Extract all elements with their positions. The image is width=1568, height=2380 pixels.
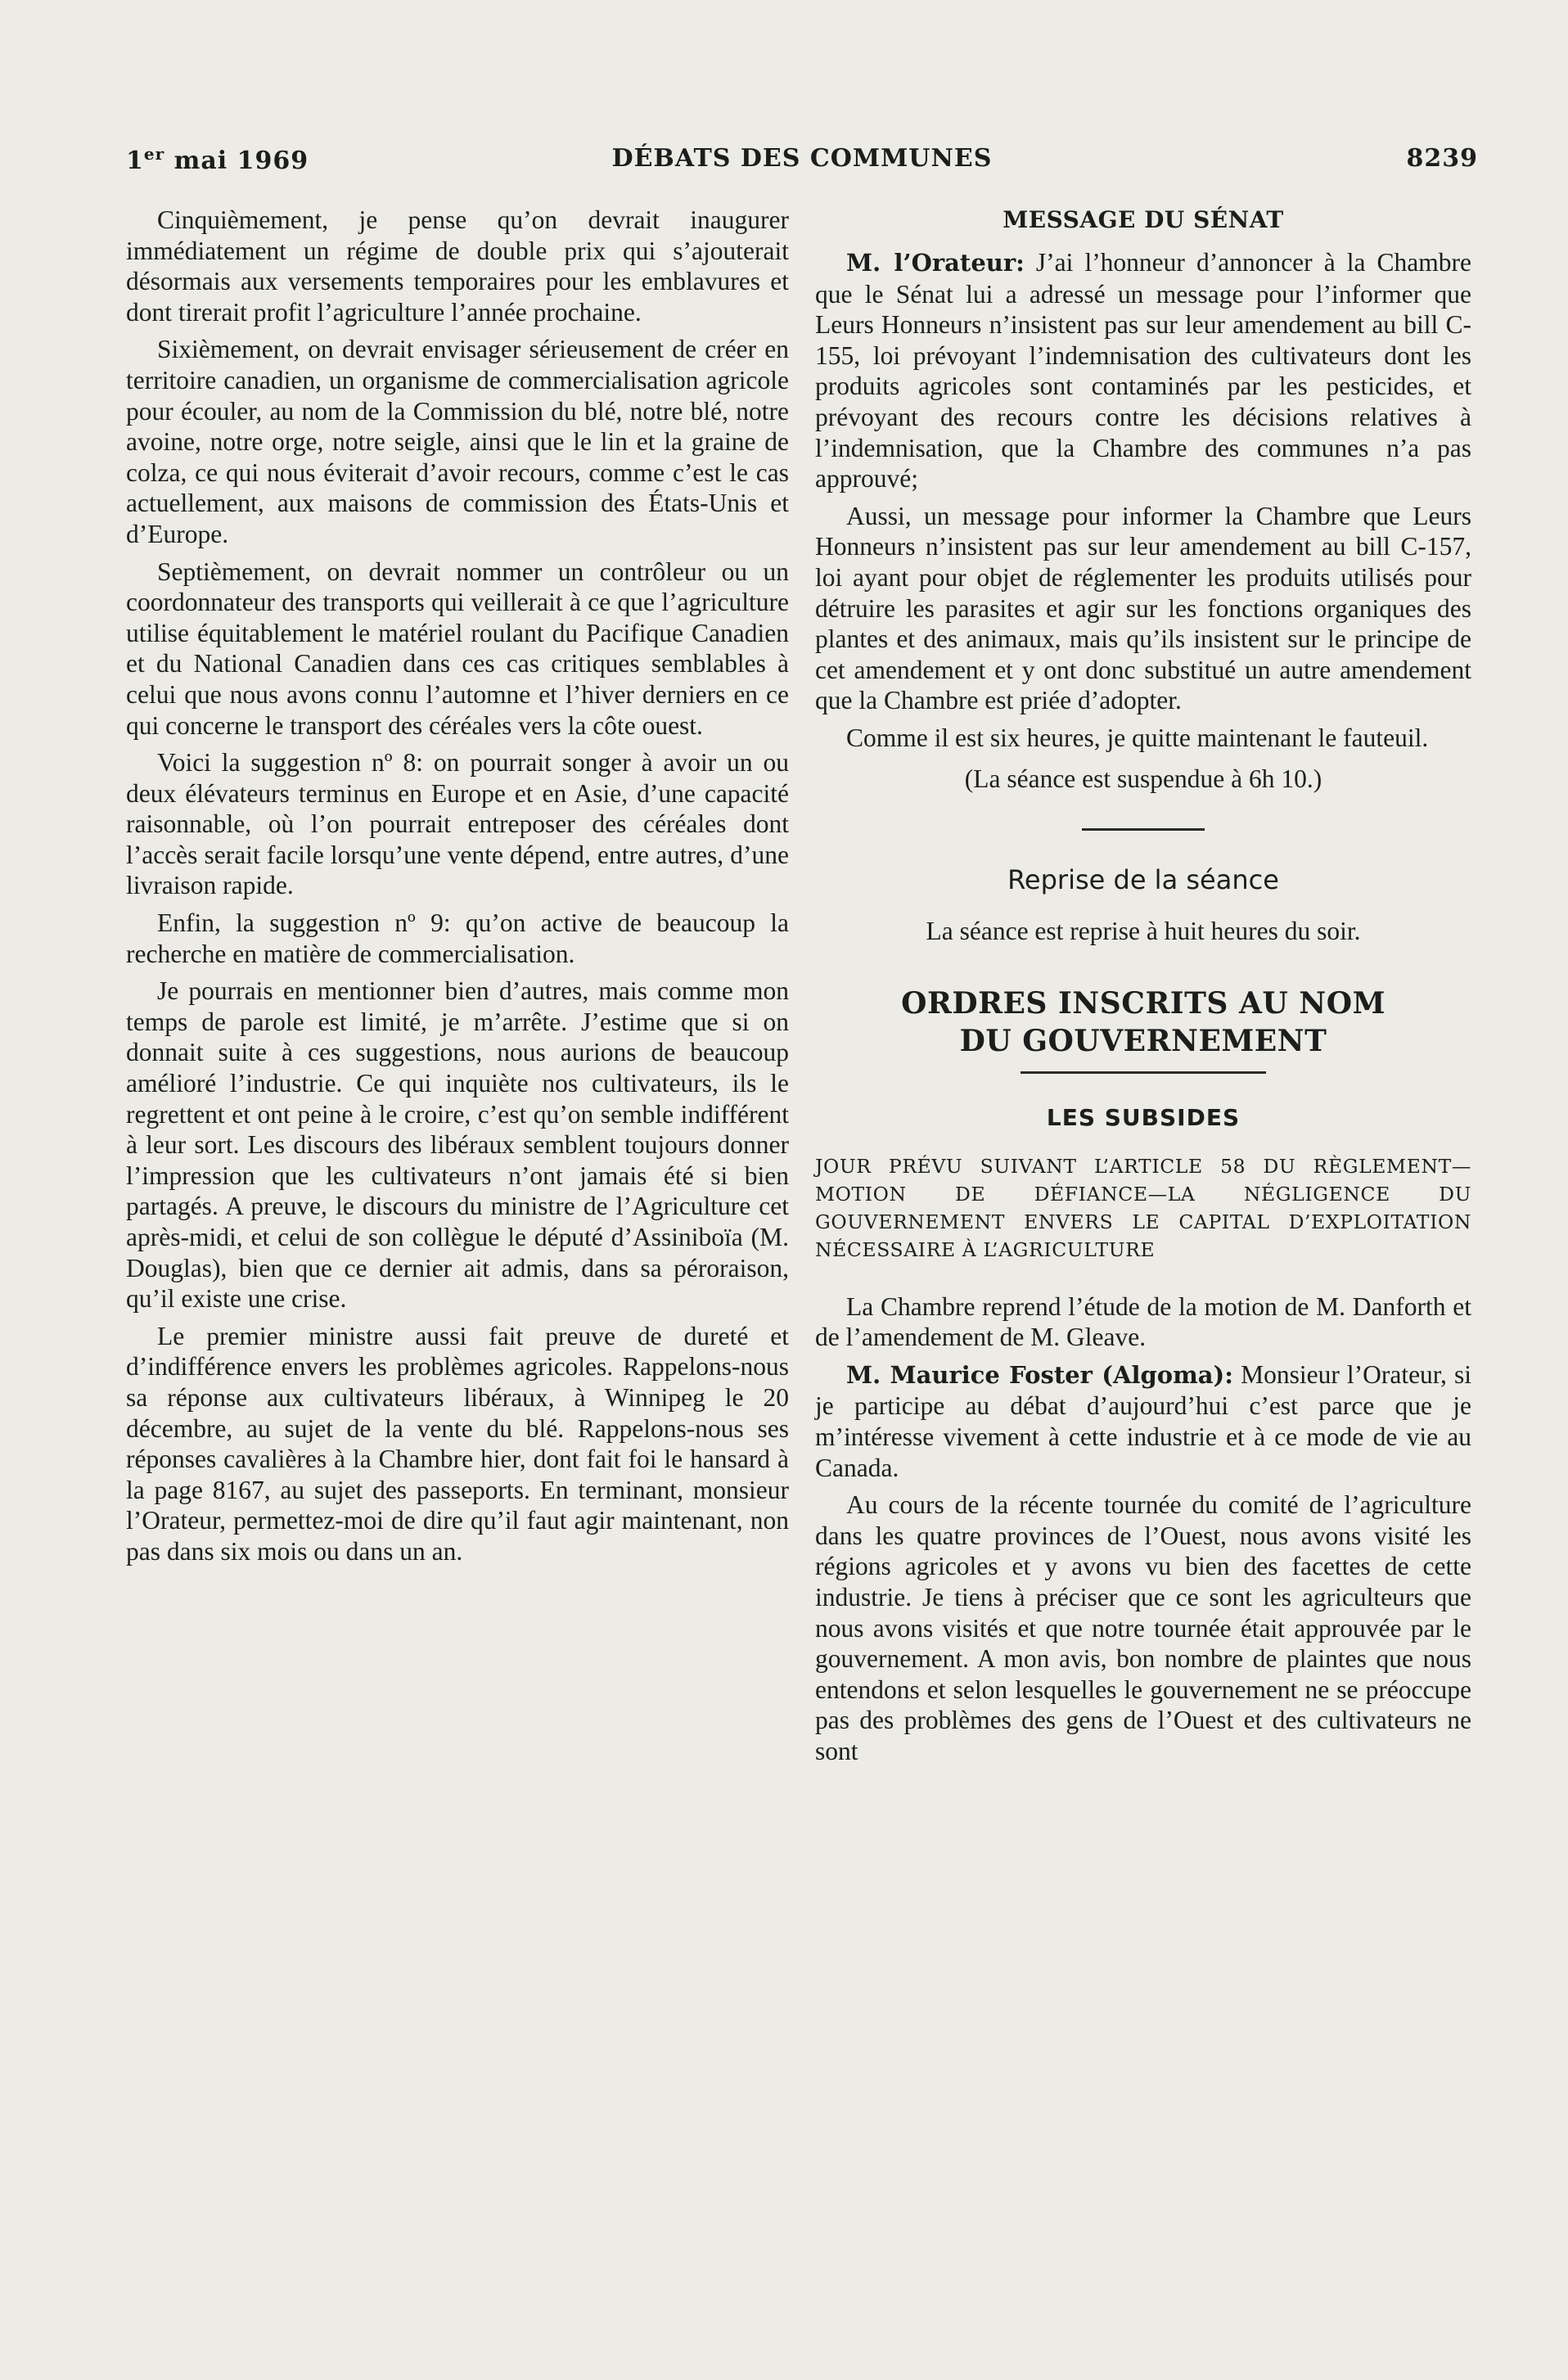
divider-rule [1082, 828, 1205, 831]
paragraph: La Chambre reprend l’étude de la motion de M. Danforth et de l’amendement de M. Gleave. [815, 1291, 1471, 1352]
heading-underline [1021, 1071, 1266, 1074]
paragraph: M. Maurice Foster (Algoma): Monsieur l’Orateur, si je participe au débat d’aujourd’hui c’est parce que je m’intéresse vivement à cette industrie et à ce mode de vie au Canada. [815, 1359, 1471, 1482]
paragraph: Comme il est six heures, je quitte maintenant le fauteuil. [846, 723, 1429, 752]
running-header [126, 144, 1478, 177]
section-heading-message: MESSAGE DU SÉNAT [1003, 206, 1284, 233]
section-heading-reprise: Reprise de la séance [1007, 864, 1279, 896]
paragraph: Voici la suggestion nº 8: on pourrait songer à avoir un ou deux élévateurs terminus en Europe et en Asie, d’une capacité raisonnable, où l’on pourrait entreposer des céréales dont l’accès serait facile lorsqu’une vente dépend, entre autres, d’une livraison rapide. [126, 748, 789, 900]
paragraph: M. l’Orateur: J’ai l’honneur d’annoncer à la Chambre que le Sénat lui a adressé un message pour l’informer que Leurs Honneurs n’insistent pas sur leur amendement au bill C-155, loi prévoyant l’indemnisation des cultivateurs dont les produits agricoles sont contaminés par les pesticides, et prévoyant des recours contre les décisions relatives à l’indemnisation, que la Chambre des communes n’a pas approuvé; [815, 248, 1472, 494]
header-page-number: 8239 [1406, 144, 1478, 173]
paragraph: Aussi, un message pour informer la Chambre que Leurs Honneurs n’insistent pas sur leur amendement au bill C-157, loi ayant pour objet de réglementer les produits utilisés pour détruire les parasites et agir sur les fonctions organiques des plantes et des animaux, mais qu’ils insistent sur le principe de cet amendement et y ont donc substitué un autre amendement que la Chambre est priée d’adopter. [815, 501, 1471, 715]
paragraph: Septièmement, on devrait nommer un contrôleur ou un coordonnateur des transports qui veillerait à ce que l’agriculture utilise équitablement le matériel roulant du Pacifique Canadien et du National Canadien dans ces cas critiques semblables à celui que nous avons connu l’automne et l’hiver derniers en ce qui concerne le transport des céréales vers la côte ouest. [126, 557, 789, 740]
header-date: 1er mai 1969 [126, 144, 309, 175]
paragraph: Enfin, la suggestion nº 9: qu’on active de beaucoup la recherche en matière de commercialisation. [126, 908, 789, 968]
reprise-note: La séance est reprise à huit heures du soir. [926, 917, 1361, 946]
paragraph: Sixièmement, on devrait envisager sérieusement de créer en territoire canadien, un organisme de commercialisation agricole pour écouler, au nom de la Commission du blé, notre blé, notre avoine, notre orge, notre seigle, ainsi que le lin et la graine de colza, ce qui nous éviterait d’avoir recours, comme c’est le cas actuellement, aux maisons de commission des États-Unis et d’Europe. [126, 335, 789, 548]
paragraph: Je pourrais en mentionner bien d’autres, mais comme mon temps de parole est limité, je m’arrête. J’estime que si on donnait suite à ces suggestions, nous aurions de beaucoup amélioré l’industrie. Ce qui inquiète nos cultivateurs, ils le regrettent et ont peine à le croire, c’est qu’on semble indifférent à leur sort. Les discours des libéraux semblent toujours donner l’impression que les cultivateurs n’ont jamais été si bien partagés. A preuve, le discours du ministre de l’Agriculture cet après-midi, et celui de son collègue le député d’Assiniboïa (M. Douglas), bien que ce dernier ait admis, dans sa péroraison, qu’il existe une crise. [126, 976, 789, 1314]
paragraph: Au cours de la récente tournée du comité de l’agriculture dans les quatre provinces de l’Ouest, nous avons visité les régions agricoles et y avons vu bien des facettes de cette industrie. Je tiens à préciser que ce sont les agriculteurs que nous avons visités et que notre tournée était approuvée par le gouvernement. A mon avis, bon nombre de plaintes que nous entendons et selon lesquelles le gouvernement ne se préoccupe pas des problèmes des gens de l’Ouest et des cultivateurs ne sont [815, 1490, 1471, 1765]
suspension-note: (La séance est suspendue à 6h 10.) [964, 764, 1322, 793]
order-of-the-day-caption: JOUR PRÉVU SUIVANT L’ARTICLE 58 DU RÈGLEMENT—MOTION DE DÉFIANCE—LA NÉGLIGENCE DU GOUVERNEMENT ENVERS LE CAPITAL D’EXPLOITATION NÉCESSAIRE À L’AGRICULTURE [815, 1154, 1471, 1261]
right-column [815, 205, 1471, 1774]
paragraph: Cinquièmement, je pense qu’on devrait inaugurer immédiatement un régime de double prix qui s’ajouterait désormais aux versements temporaires pour les emblavures et dont tirerait profit l’agriculture l’année prochaine. [126, 205, 789, 327]
section-heading-orders: ORDRES INSCRITS AU NOM DU GOUVERNEMENT [901, 985, 1386, 1058]
speaker-name: M. l’Orateur: [846, 249, 1025, 277]
speaker-name: M. Maurice Foster (Algoma): [846, 1360, 1233, 1389]
paragraph: Le premier ministre aussi fait preuve de dureté et d’indifférence envers les problèmes agricoles. Rappelons-nous sa réponse aux cultivateurs libéraux, à Winnipeg le 20 décembre, au sujet de la vente du blé. Rappelons-nous ses réponses cavalières à la Chambre hier, dont fait foi le hansard à la page 8167, au sujet des passeports. En terminant, monsieur l’Orateur, permettez-moi de dire qu’il faut agir maintenant, non pas dans six mois ou dans un an. [126, 1321, 789, 1566]
left-column [126, 205, 789, 1574]
header-journal-title: DÉBATS DES COMMUNES [611, 144, 993, 173]
section-heading-subsides: LES SUBSIDES [1046, 1103, 1241, 1131]
